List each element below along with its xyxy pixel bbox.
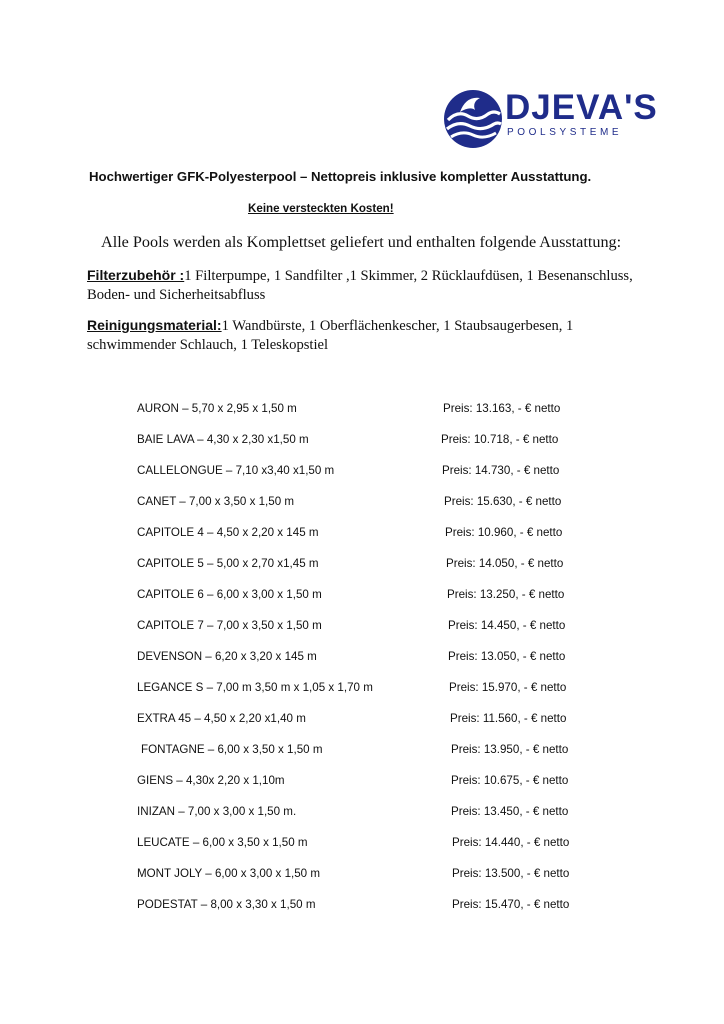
pool-name: INIZAN – 7,00 x 3,00 x 1,50 m.: [137, 805, 297, 818]
pool-price: Preis: 15.970, - € netto: [449, 681, 567, 694]
pool-name: CANET – 7,00 x 3,50 x 1,50 m: [137, 495, 295, 508]
intro-text: Alle Pools werden als Komplettset geliefert und enthalten folgende Ausstattung:: [101, 233, 622, 251]
pool-name: CAPITOLE 6 – 6,00 x 3,00 x 1,50 m: [137, 588, 322, 601]
pool-price: Preis: 14.730, - € netto: [442, 464, 560, 477]
pool-price: Preis: 13.450, - € netto: [451, 805, 569, 818]
pool-name: CAPITOLE 5 – 5,00 x 2,70 x1,45 m: [137, 557, 319, 570]
no-hidden-costs-note: Keine versteckten Kosten!: [248, 202, 394, 215]
pool-price: Preis: 11.560, - € netto: [450, 712, 567, 725]
pool-price: Preis: 13.050, - € netto: [448, 650, 566, 663]
cleaning-text: 1 Wandbürste, 1 Oberflächenkescher, 1 Staubsaugerbesen, 1 schwimmender Schlauch, 1 Teleskopstiel: [87, 318, 574, 353]
pool-price: Preis: 13.250, - € netto: [447, 588, 565, 601]
pool-price: Preis: 13.163, - € netto: [443, 402, 561, 415]
pool-price: Preis: 14.050, - € netto: [446, 557, 564, 570]
pool-name: GIENS – 4,30x 2,20 x 1,10m: [137, 774, 285, 787]
pool-name: MONT JOLY – 6,00 x 3,00 x 1,50 m: [137, 867, 321, 880]
pool-name: AURON – 5,70 x 2,95 x 1,50 m: [137, 402, 297, 415]
pool-price: Preis: 14.450, - € netto: [448, 619, 566, 632]
cleaning-label: Reinigungsmaterial:: [87, 317, 222, 333]
pool-price: Preis: 15.470, - € netto: [452, 898, 570, 911]
filter-label: Filterzubehör :: [87, 267, 185, 283]
pool-price: Preis: 15.630, - € netto: [444, 495, 562, 508]
brand-tagline: POOLSYSTEME: [507, 127, 623, 138]
pool-price: Preis: 10.960, - € netto: [445, 526, 563, 539]
pool-name: CAPITOLE 7 – 7,00 x 3,50 x 1,50 m: [137, 619, 322, 632]
pool-price: Preis: 13.950, - € netto: [451, 743, 569, 756]
pool-price: Preis: 10.675, - € netto: [451, 774, 569, 787]
pool-price: Preis: 13.500, - € netto: [452, 867, 570, 880]
brand-block: [505, 90, 658, 138]
cleaning-material: [87, 316, 647, 355]
pool-name: LEGANCE S – 7,00 m 3,50 m x 1,05 x 1,70 m: [137, 681, 373, 694]
pool-name: CALLELONGUE – 7,10 x3,40 x1,50 m: [137, 464, 335, 477]
pool-name: PODESTAT – 8,00 x 3,30 x 1,50 m: [137, 898, 316, 911]
pool-name: EXTRA 45 – 4,50 x 2,20 x1,40 m: [137, 712, 306, 725]
brand-name: DJEVA'S: [505, 88, 658, 127]
pool-name: DEVENSON – 6,20 x 3,20 x 145 m: [137, 650, 317, 663]
pool-price: Preis: 10.718, - € netto: [441, 433, 559, 446]
wave-logo-icon: [442, 86, 504, 152]
pool-name: LEUCATE – 6,00 x 3,50 x 1,50 m: [137, 836, 308, 849]
pool-name: BAIE LAVA – 4,30 x 2,30 x1,50 m: [137, 433, 309, 446]
pool-name: CAPITOLE 4 – 4,50 x 2,20 x 145 m: [137, 526, 319, 539]
page-headline: Hochwertiger GFK-Polyesterpool – Nettopreis inklusive kompletter Ausstattung.: [89, 169, 592, 184]
pool-name: FONTAGNE – 6,00 x 3,50 x 1,50 m: [141, 743, 323, 756]
filter-accessories: [87, 266, 647, 305]
filter-text: 1 Filterpumpe, 1 Sandfilter ,1 Skimmer, 2 Rücklaufdüsen, 1 Besenanschluss, Boden- und Sicherheitsabfluss: [87, 268, 633, 303]
pool-price: Preis: 14.440, - € netto: [452, 836, 570, 849]
